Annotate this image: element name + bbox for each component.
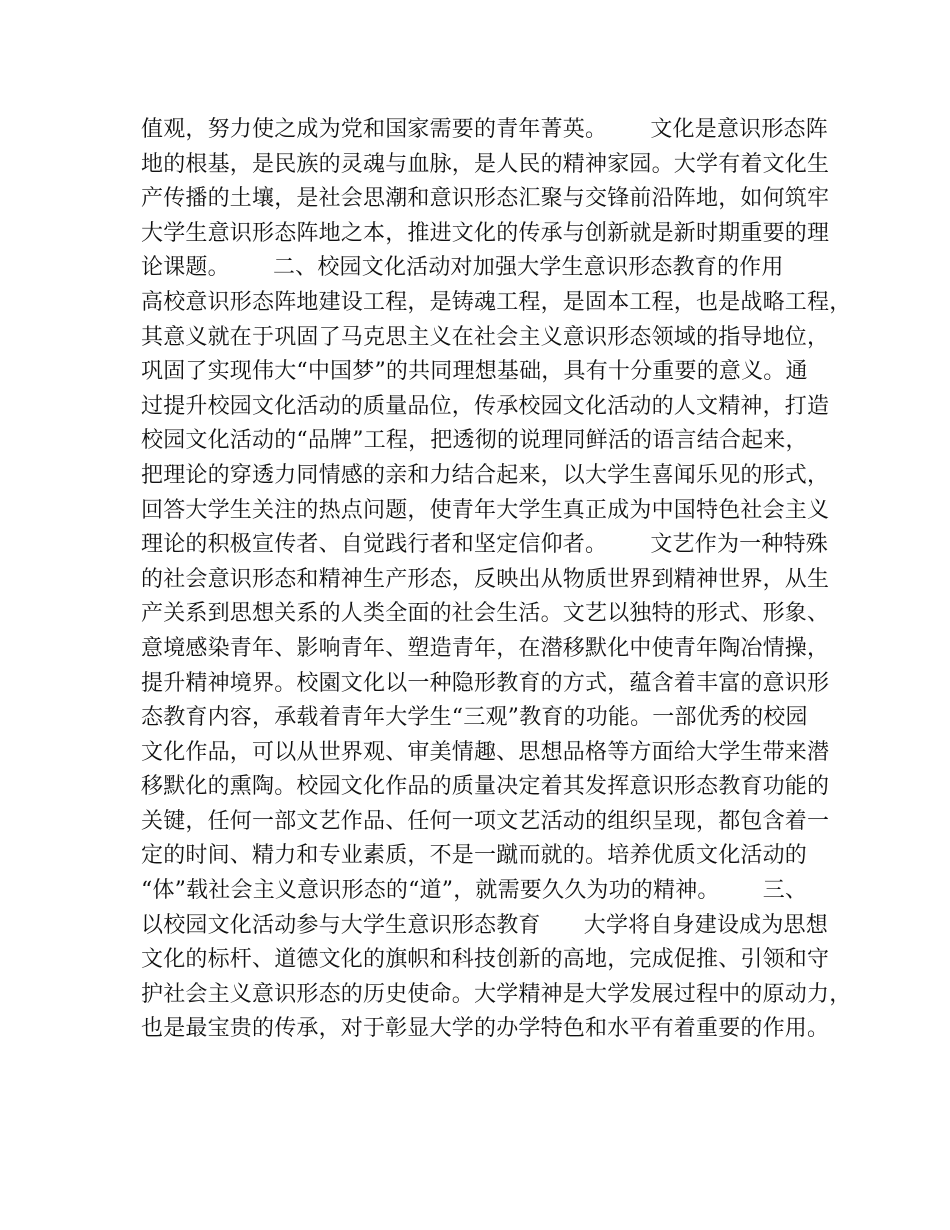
- text-line: 产传播的土壤，是社会思潮和意识形态汇聚与交锋前沿阵地，如何筑牢: [141, 186, 830, 212]
- text-line: 护社会主义意识形态的历史使命。大学精神是大学发展过程中的原动力，: [141, 981, 852, 1007]
- text-line: 意境感染青年、影响青年、塑造青年，在潜移默化中使青年陶冶情操，: [141, 635, 830, 661]
- body-text: [141, 113, 852, 1047]
- text-line: 回答大学生关注的热点问题，使青年大学生真正成为中国特色社会主义: [141, 497, 830, 523]
- text-line: 以校园文化活动参与大学生意识形态教育 大学将自身建设成为思想: [141, 912, 828, 938]
- text-line: 把理论的穿透力同情感的亲和力结合起来，以大学生喜闻乐见的形式，: [141, 462, 830, 488]
- text-line: 的社会意识形态和精神生产形态，反映出从物质世界到精神世界，从生: [141, 566, 830, 592]
- text-line: 文化作品，可以从世界观、审美情趣、思想品格等方面给大学生带来潜: [141, 739, 830, 765]
- text-line: “体”载社会主义意识形态的“道”，就需要久久为功的精神。 三、: [141, 878, 808, 904]
- text-line: 校园文化活动的“品牌”工程，把透彻的说理同鲜活的语言结合起来，: [141, 428, 808, 454]
- text-line: 态教育内容，承载着青年大学生“三观”教育的功能。一部优秀的校园: [141, 705, 808, 731]
- text-line: 高校意识形态阵地建设工程，是铸魂工程，是固本工程，也是战略工程，: [141, 289, 852, 315]
- text-line: 定的时间、精力和专业素质，不是一蹴而就的。培养优质文化活动的: [141, 843, 808, 869]
- text-line: 关键，任何一部文艺作品、任何一项文艺活动的组织呈现，都包含着一: [141, 808, 830, 834]
- text-line: 其意义就在于巩固了马克思主义在社会主义意识形态领域的指导地位，: [141, 324, 830, 350]
- text-line: 巩固了实现伟大“中国梦”的共同理想基础，具有十分重要的意义。通: [141, 359, 808, 385]
- text-line: 提升精神境界。校園文化以一种隐形教育的方式，蕴含着丰富的意识形: [141, 670, 830, 696]
- text-line: 移默化的熏陶。校园文化作品的质量决定着其发挥意识形态教育功能的: [141, 774, 830, 800]
- text-line: 文化的标杆、道德文化的旗帜和科技创新的高地，完成促推、引领和守: [141, 947, 830, 973]
- text-line: 地的根基，是民族的灵魂与血脉，是人民的精神家园。大学有着文化生: [141, 151, 830, 177]
- text-line: 产关系到思想关系的人类全面的社会生活。文艺以独特的形式、形象、: [141, 601, 830, 627]
- text-line: 论课题。 二、校园文化活动对加强大学生意识形态教育的作用: [141, 255, 784, 281]
- text-line: 理论的积极宣传者、自觉践行者和坚定信仰者。 文艺作为一种特殊: [141, 532, 828, 558]
- text-line: 过提升校园文化活动的质量品位，传承校园文化活动的人文精神，打造: [141, 393, 830, 419]
- text-line: 也是最宝贵的传承，对于彰显大学的办学特色和水平有着重要的作用。: [141, 1016, 830, 1042]
- text-line: 值观，努力使之成为党和国家需要的青年菁英。 文化是意识形态阵: [141, 117, 828, 142]
- text-line: 大学生意识形态阵地之本，推进文化的传承与创新就是新时期重要的理: [141, 220, 830, 246]
